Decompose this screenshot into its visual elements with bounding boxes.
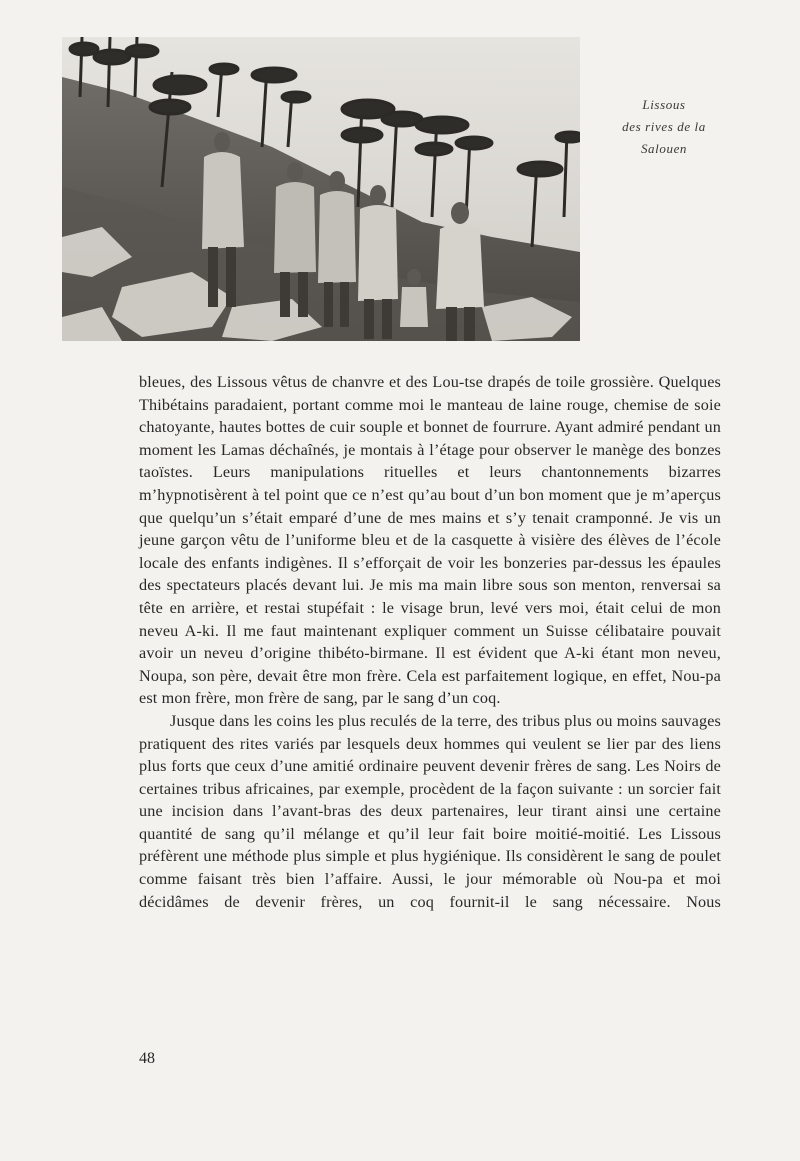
- page-number: 48: [139, 1050, 155, 1067]
- photo-caption: [600, 94, 728, 160]
- photograph-lissous: [62, 37, 580, 341]
- paragraph: bleues, des Lissous vêtus de chanvre et des Lou-tse drapés de toile grossière. Quelques Thibétains paradaient, portant comme moi le manteau de laine rouge, chemise de soie chatoyante, hautes bottes de cuir souple et bonnet de fourrure. Ayant admiré pendant un moment les Lamas déchaînés, je montais à l’étage pour observer le manège des bonzes taoïstes. Leurs manipulations rituelles et leurs chantonnements bizarres m’hypnotisèrent à tel point que ce n’est qu’au bout d’un bon moment que je m’aperçus que quelqu’un s’était emparé d’une de mes mains et s’y tenait cramponné. Je vis un jeune garçon vêtu de l’uniforme bleu et de la casquette à visière des élèves de l’école locale des enfants indigènes. Il s’efforçait de voir les bonzeries par-dessus les épaules des spectateurs placés devant lui. Je mis ma main libre sous son menton, renversai sa tête en arrière, et restai stupéfait : le visage brun, levé vers moi, était celui de mon neveu A-ki. Il me faut maintenant expliquer comment un Suisse célibataire pouvait avoir un neveu d’origine thibéto-birmane. Il est évident que A-ki étant mon neveu, Noupa, son père, devait être mon frère. Cela est parfaitement logique, en effet, Nou-pa est mon frère, mon frère de sang, par le sang d’un coq.: [139, 373, 721, 708]
- paragraph: Jusque dans les coins les plus reculés de la terre, des tribus plus ou moins sauvages pratiquent des rites variés par lesquels deux hommes qui veulent se lier par des liens plus forts que ceux d’une amitié ordinaire peuvent devenir frères de sang. Les Noirs de certaines tribus africaines, par exemple, procèdent de la façon suivante : un sorcier fait une incision dans l’avant-bras des deux partenaires, leur tirant ainsi une certaine quantité de sang qu’il mélange et qu’il leur fait boire moitié-moitié. Les Lissous préfèrent une méthode plus simple et plus hygiénique. Ils considèrent le sang de poulet comme faisant très bien l’affaire. Aussi, le jour mémorable où Nou-pa et moi décidâmes de devenir frères, un coq fournit-il le sang nécessaire. Nous: [139, 711, 721, 911]
- caption-line: Lissous: [642, 97, 686, 112]
- caption-line: des rives de la: [622, 119, 706, 134]
- photo-illustration: [62, 37, 580, 341]
- body-text: [139, 371, 721, 913]
- caption-line: Salouen: [640, 141, 688, 156]
